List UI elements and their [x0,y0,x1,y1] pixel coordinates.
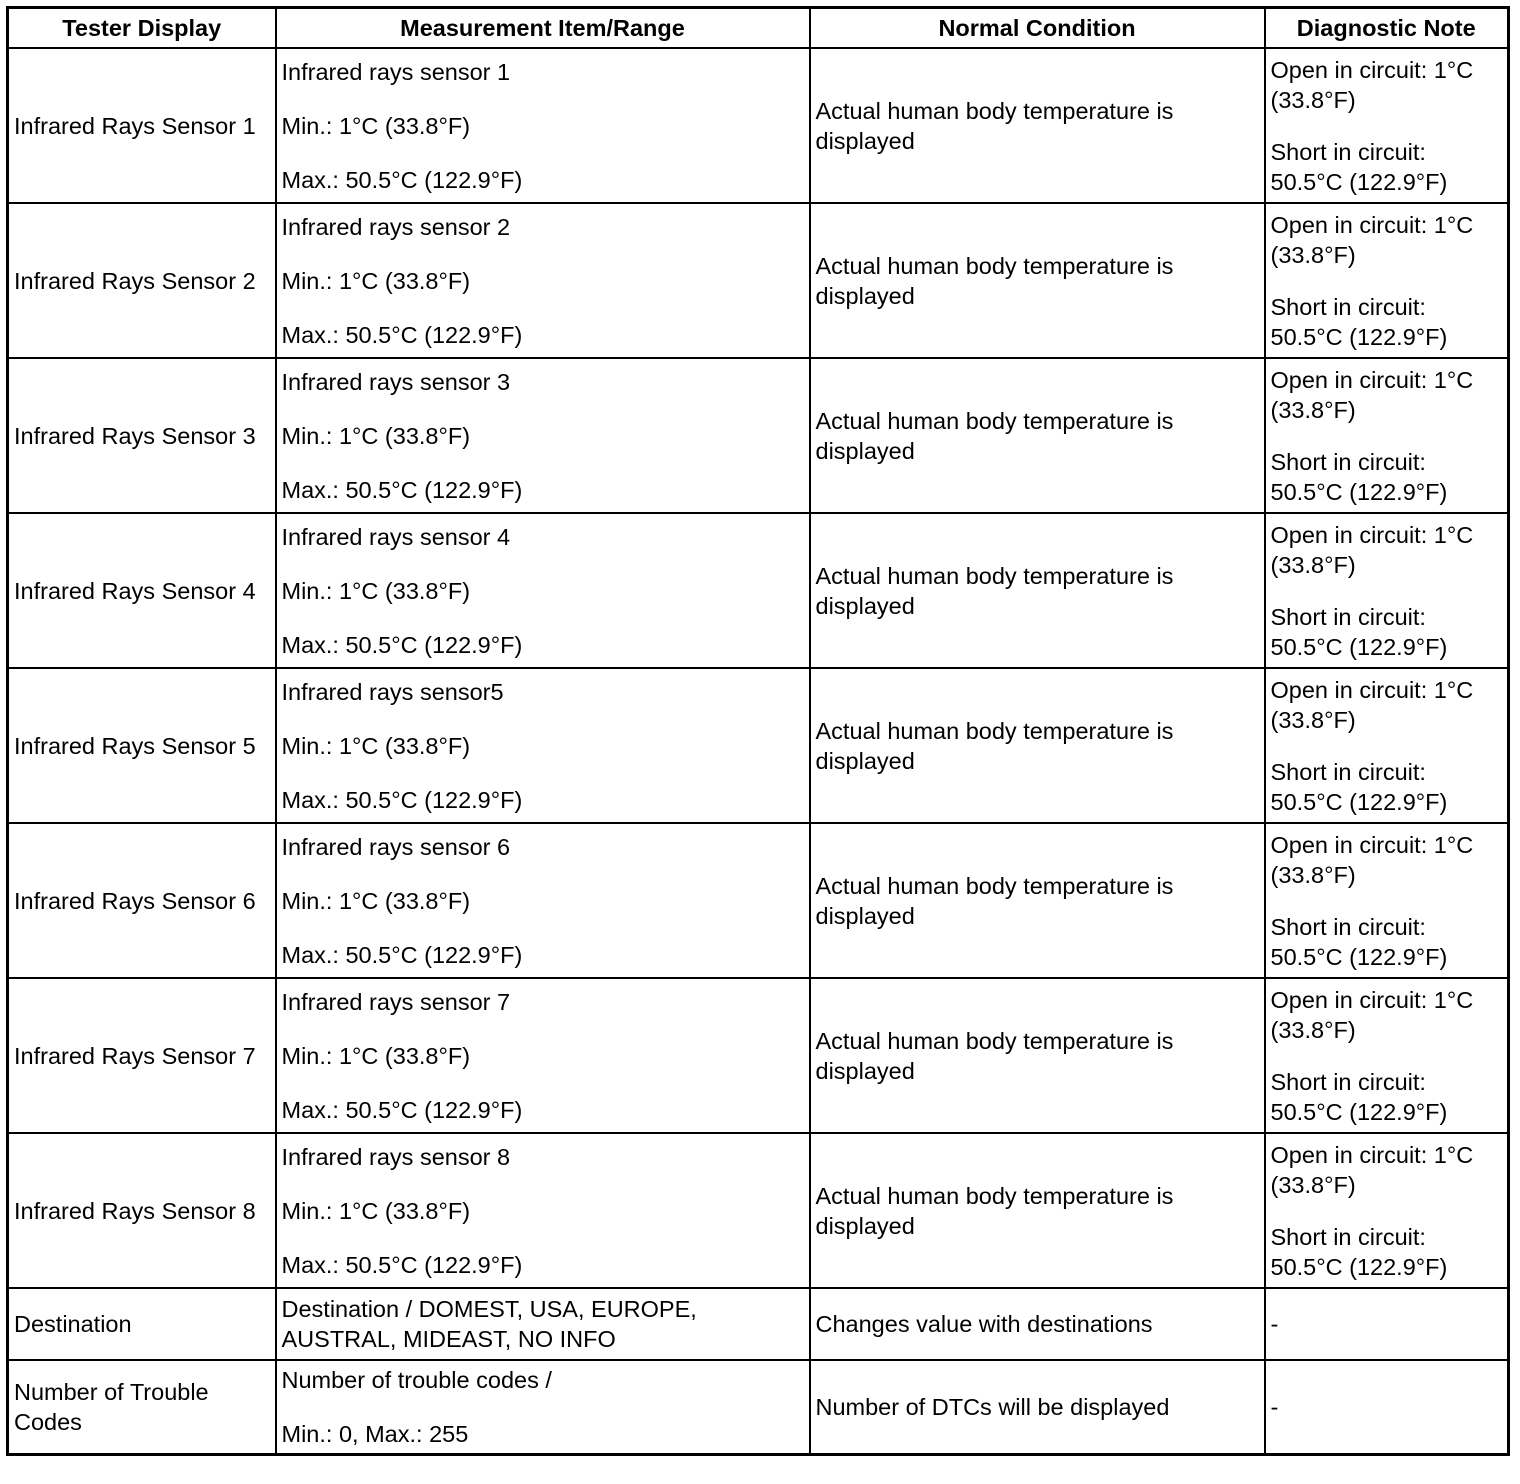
item-name: Infrared rays sensor 2 [281,213,511,240]
open-circuit-value: (33.8°F) [1270,1171,1356,1198]
diagnostic-note-cell: - [1265,1288,1509,1360]
tester-display-cell: Infrared Rays Sensor 4 [8,513,276,668]
item-name: Infrared rays sensor 8 [281,1143,511,1170]
normal-condition-cell: Actual human body temperature is displayed [810,203,1265,358]
normal-condition-cell: Actual human body temperature is displayed [810,358,1265,513]
open-circuit-note [1271,520,1503,580]
item-max: Max.: 50.5°C (122.9°F) [281,1251,523,1278]
open-circuit-note [1271,55,1503,115]
header-measurement-item: Measurement Item/Range [276,8,810,49]
item-max: Max.: 50.5°C (122.9°F) [281,476,523,503]
diagnostic-note-cell [1265,513,1509,668]
data-list-table-container [6,6,1510,1456]
short-circuit-line: Short in circuit: [1270,913,1426,940]
item-name: Infrared rays sensor5 [281,678,504,705]
short-circuit-value: 50.5°C (122.9°F) [1270,943,1448,970]
open-circuit-note [1271,365,1503,425]
table-row [8,203,1509,358]
short-circuit-value: 50.5°C (122.9°F) [1270,323,1448,350]
table-row [8,358,1509,513]
open-circuit-line: Open in circuit: 1°C [1270,1141,1474,1168]
table-row [8,1133,1509,1288]
item-min: Min.: 1°C (33.8°F) [281,422,471,449]
header-row [8,8,1509,49]
item-min: Min.: 1°C (33.8°F) [281,577,471,604]
tester-display-cell: Infrared Rays Sensor 5 [8,668,276,823]
short-circuit-value: 50.5°C (122.9°F) [1270,168,1448,195]
item-min: Min.: 1°C (33.8°F) [281,1042,471,1069]
open-circuit-note [1271,210,1503,270]
normal-condition-cell: Actual human body temperature is displayed [810,1133,1265,1288]
measurement-item-cell [276,668,810,823]
item-name: Infrared rays sensor 3 [281,368,511,395]
diagnostic-note-cell [1265,1133,1509,1288]
tester-display-cell: Infrared Rays Sensor 7 [8,978,276,1133]
open-circuit-note [1271,985,1503,1045]
tester-display-cell: Number of Trouble Codes [8,1360,276,1455]
short-circuit-note [1271,1222,1503,1282]
open-circuit-value: (33.8°F) [1270,861,1356,888]
measurement-item-cell [276,978,810,1133]
open-circuit-line: Open in circuit: 1°C [1270,56,1474,83]
open-circuit-value: (33.8°F) [1270,241,1356,268]
normal-condition-cell: Actual human body temperature is displayed [810,513,1265,668]
short-circuit-line: Short in circuit: [1270,448,1426,475]
open-circuit-value: (33.8°F) [1270,396,1356,423]
item-max: Max.: 50.5°C (122.9°F) [281,166,523,193]
diagnostic-note-cell [1265,203,1509,358]
table-row [8,513,1509,668]
diagnostic-note-cell [1265,823,1509,978]
item-name: Infrared rays sensor 6 [281,833,511,860]
item-max: Max.: 50.5°C (122.9°F) [281,321,523,348]
item-min: Min.: 1°C (33.8°F) [281,887,471,914]
table-body [8,48,1509,1455]
measurement-item-cell [276,513,810,668]
open-circuit-value: (33.8°F) [1270,86,1356,113]
item-name: Infrared rays sensor 1 [281,58,511,85]
short-circuit-value: 50.5°C (122.9°F) [1270,1098,1448,1125]
normal-condition-cell: Actual human body temperature is displayed [810,978,1265,1133]
open-circuit-value: (33.8°F) [1270,706,1356,733]
tester-display-cell: Infrared Rays Sensor 2 [8,203,276,358]
item-line: Destination / DOMEST, USA, EUROPE, [281,1296,697,1322]
tester-display-cell: Destination [8,1288,276,1360]
table-row [8,668,1509,823]
short-circuit-value: 50.5°C (122.9°F) [1270,788,1448,815]
open-circuit-line: Open in circuit: 1°C [1270,211,1474,238]
diagnostic-note-cell [1265,48,1509,203]
item-max: Max.: 50.5°C (122.9°F) [281,786,523,813]
header-tester-display: Tester Display [8,8,276,49]
measurement-item-cell [276,823,810,978]
table-row [8,48,1509,203]
diagnostic-note-cell [1265,668,1509,823]
header-diagnostic-note: Diagnostic Note [1265,8,1509,49]
normal-condition-cell: Changes value with destinations [810,1288,1265,1360]
short-circuit-line: Short in circuit: [1270,293,1426,320]
short-circuit-note [1271,602,1503,662]
normal-condition-cell: Actual human body temperature is displayed [810,668,1265,823]
item-line: AUSTRAL, MIDEAST, NO INFO [281,1326,616,1352]
tester-display-cell: Infrared Rays Sensor 8 [8,1133,276,1288]
short-circuit-note [1271,447,1503,507]
data-list-table [6,6,1510,1456]
table-row [8,1288,1509,1360]
table-row [8,1360,1509,1455]
measurement-item-cell [276,358,810,513]
table-row [8,823,1509,978]
open-circuit-value: (33.8°F) [1270,1016,1356,1043]
open-circuit-line: Open in circuit: 1°C [1270,986,1474,1013]
item-min: Min.: 1°C (33.8°F) [281,267,471,294]
table-row [8,978,1509,1133]
short-circuit-line: Short in circuit: [1270,1223,1426,1250]
measurement-item-cell [276,203,810,358]
item-min: Min.: 1°C (33.8°F) [281,732,471,759]
tester-display-cell: Infrared Rays Sensor 3 [8,358,276,513]
item-max: Max.: 50.5°C (122.9°F) [281,941,523,968]
short-circuit-note [1271,1067,1503,1127]
item-max: Max.: 50.5°C (122.9°F) [281,631,523,658]
tester-display-cell: Infrared Rays Sensor 1 [8,48,276,203]
tester-display-cell: Infrared Rays Sensor 6 [8,823,276,978]
short-circuit-note [1271,137,1503,197]
short-circuit-line: Short in circuit: [1270,603,1426,630]
diagnostic-note-cell [1265,978,1509,1133]
normal-condition-cell: Actual human body temperature is displayed [810,823,1265,978]
short-circuit-note [1271,292,1503,352]
short-circuit-value: 50.5°C (122.9°F) [1270,633,1448,660]
normal-condition-cell: Actual human body temperature is displayed [810,48,1265,203]
item-line: Min.: 0, Max.: 255 [281,1421,469,1447]
diagnostic-note-cell: - [1265,1360,1509,1455]
item-name: Infrared rays sensor 4 [281,523,511,550]
measurement-item-cell [276,1360,810,1455]
item-max: Max.: 50.5°C (122.9°F) [281,1096,523,1123]
open-circuit-note [1271,830,1503,890]
measurement-item-cell [276,48,810,203]
open-circuit-line: Open in circuit: 1°C [1270,831,1474,858]
open-circuit-note [1271,675,1503,735]
short-circuit-note [1271,912,1503,972]
open-circuit-line: Open in circuit: 1°C [1270,676,1474,703]
short-circuit-value: 50.5°C (122.9°F) [1270,1253,1448,1280]
measurement-item-cell [276,1133,810,1288]
open-circuit-line: Open in circuit: 1°C [1270,366,1474,393]
item-name: Infrared rays sensor 7 [281,988,511,1015]
open-circuit-note [1271,1140,1503,1200]
header-normal-condition: Normal Condition [810,8,1265,49]
item-line: Number of trouble codes / [281,1367,552,1393]
short-circuit-line: Short in circuit: [1270,758,1426,785]
measurement-item-cell [276,1288,810,1360]
normal-condition-cell: Number of DTCs will be displayed [810,1360,1265,1455]
short-circuit-value: 50.5°C (122.9°F) [1270,478,1448,505]
short-circuit-line: Short in circuit: [1270,1068,1426,1095]
item-min: Min.: 1°C (33.8°F) [281,112,471,139]
open-circuit-line: Open in circuit: 1°C [1270,521,1474,548]
item-min: Min.: 1°C (33.8°F) [281,1197,471,1224]
open-circuit-value: (33.8°F) [1270,551,1356,578]
short-circuit-note [1271,757,1503,817]
diagnostic-note-cell [1265,358,1509,513]
short-circuit-line: Short in circuit: [1270,138,1426,165]
